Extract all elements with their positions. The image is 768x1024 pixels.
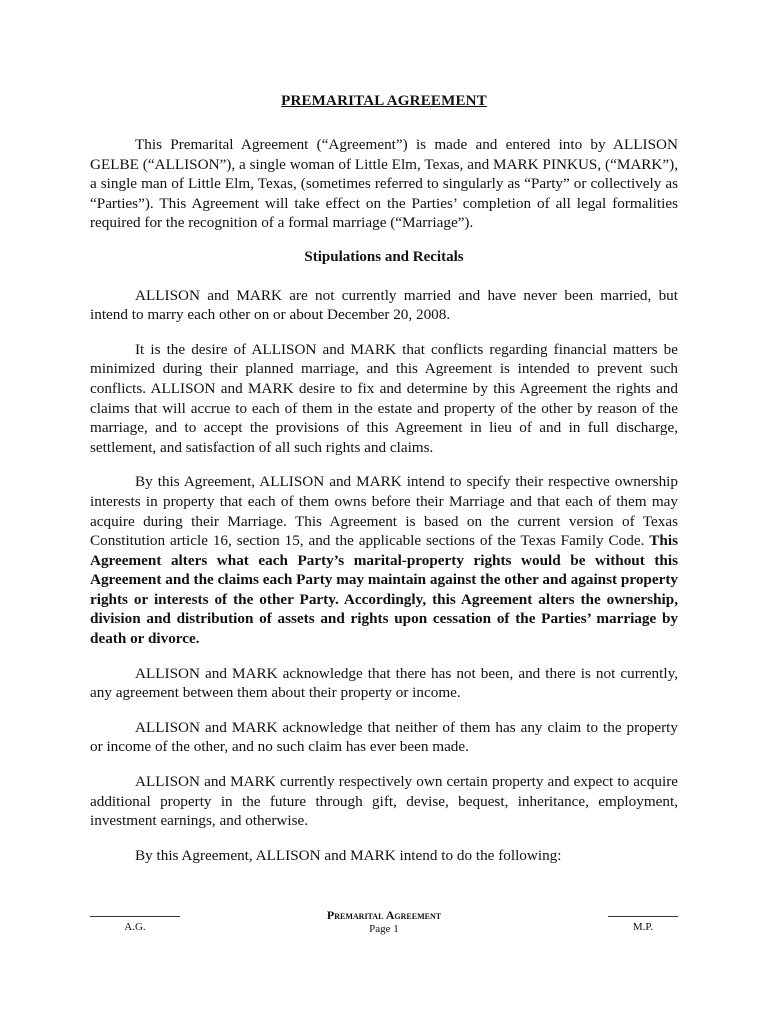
initials-block-right — [608, 906, 678, 933]
document-title: PREMARITAL AGREEMENT — [281, 93, 487, 109]
recital-paragraph-3 — [90, 472, 678, 648]
page-footer — [90, 906, 678, 946]
recital-paragraph-2: It is the desire of ALLISON and MARK that conflicts regarding financial matters be minimized during their planned marriage, and this Agreement is intended to prevent such conflicts. ALLISON and MARK desire to fix and determine by this Agreement the rights and claims that will accrue to each of them in the estate and property of the other by reason of the marriage, and to accept the provisions of this Agreement in lieu of and in full discharge, settlement, and satisfaction of all such rights and claims. — [90, 340, 678, 456]
footer-center — [90, 906, 678, 935]
section-heading: Stipulations and Recitals — [304, 248, 464, 265]
recital-paragraph-4: ALLISON and MARK acknowledge that there has not been, and there is not currently, any agreement between them about their property or income. — [90, 664, 678, 702]
initials-right: M.P. — [632, 921, 654, 933]
recital-paragraph-1: ALLISON and MARK are not currently married and have never been married, but intend to marry each other on or about December 20, 2008. — [90, 286, 678, 324]
recital-paragraph-3-bold: This Agreement alters what each Party’s marital-property rights would be without this Agreement and the claims each Party may maintain against the other and against property rights or interests of the other Party. Accordingly, this Agreement alters the ownership, division and distribution of assets and rights upon cessation of the Parties’ marriage by death or divorce. — [90, 532, 678, 648]
recital-paragraph-7: By this Agreement, ALLISON and MARK intend to do the following: — [135, 846, 562, 864]
page-number: Page 1 — [369, 923, 399, 935]
signature-line-right — [608, 906, 678, 917]
recital-paragraph-3-text: By this Agreement, ALLISON and MARK intend to specify their respective ownership interests in property that each of them owns before their Marriage and that each of them may acquire during their Marriage. This Agreement is based on the current version of Texas Constitution article 16, section 15, and the applicable sections of the Texas Family Code. — [90, 473, 678, 550]
document-body — [90, 135, 678, 880]
recital-paragraph-5: ALLISON and MARK acknowledge that neither of them has any claim to the property or income of the other, and no such claim has ever been made. — [90, 718, 678, 756]
footer-title: Premarital Agreement — [326, 908, 442, 922]
recital-paragraph-6: ALLISON and MARK currently respectively own certain property and expect to acquire additional property in the future through gift, devise, bequest, inheritance, employment, investment earnings, and otherwise. — [90, 773, 678, 830]
initials-left: A.G. — [124, 921, 146, 933]
intro-paragraph: This Premarital Agreement (“Agreement”) is made and entered into by ALLISON GELBE (“ALLISON”), a single woman of Little Elm, Texas, and MARK PINKUS, (“MARK”), a single man of Little Elm, Texas, (sometimes referred to singularly as “Party” or collectively as “Parties”). This Agreement will take effect on the Parties’ completion of all legal formalities required for the recognition of a formal marriage (“Marriage”). — [90, 136, 678, 232]
